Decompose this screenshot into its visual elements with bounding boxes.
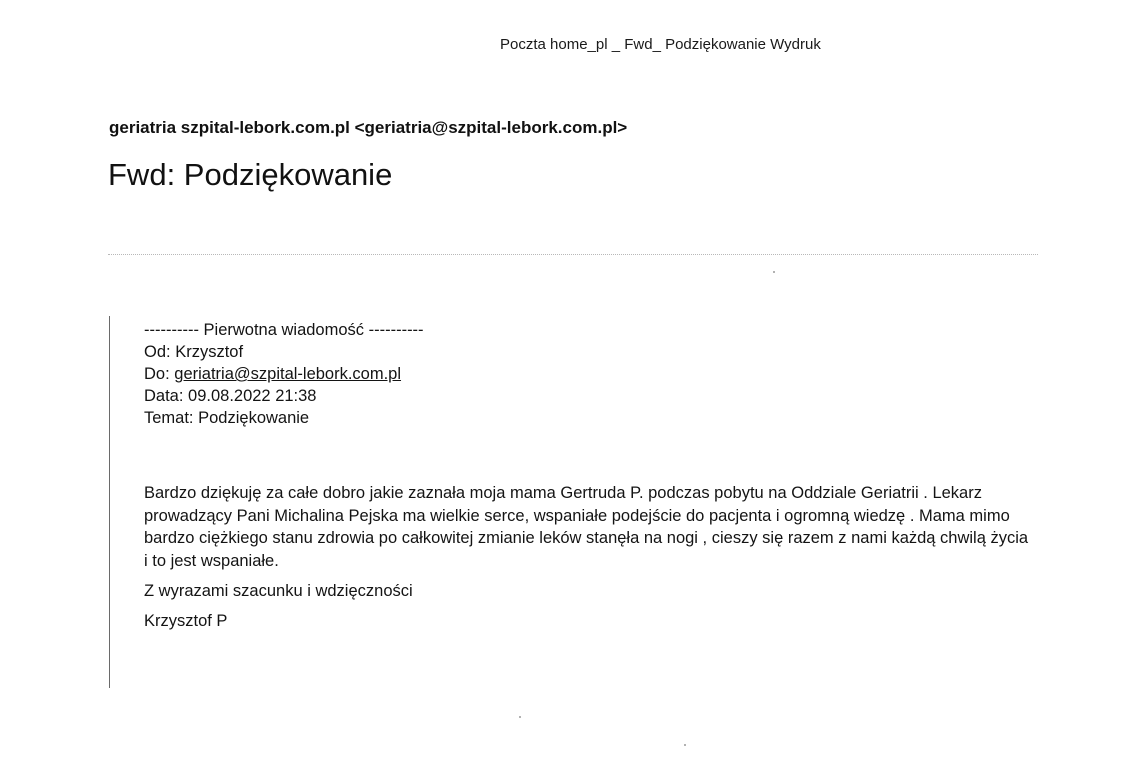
forwarded-separator: ---------- Pierwotna wiadomość ---------- (144, 321, 424, 339)
closing-line: Z wyrazami szacunku i wdzięczności (144, 582, 413, 600)
print-header: Poczta home_pl _ Fwd_ Podziękowanie Wydruk (500, 36, 821, 53)
date-label: Data: (144, 387, 184, 405)
date-value: 09.08.2022 21:38 (188, 387, 317, 405)
scan-speck (519, 716, 521, 718)
scan-speck (684, 744, 686, 746)
from-line (144, 341, 1044, 363)
topic-line (144, 407, 1044, 429)
quote-bar (109, 316, 110, 688)
from-value: Krzysztof (175, 343, 244, 361)
topic-label: Temat: (144, 409, 194, 427)
topic-value: Podziękowanie (198, 409, 310, 427)
to-email-link[interactable]: geriatria@szpital-lebork.com.pl (174, 365, 402, 383)
to-label: Do: (144, 365, 170, 383)
scan-speck (773, 271, 775, 273)
message-body: Bardzo dziękuję za całe dobro jakie zaznała moja mama Gertruda P. podczas pobytu na Oddziale Geriatrii . Lekarz prowadzący Pani Michalina Pejska ma wielkie serce, wspaniałe podejście do pacjenta i ogromną wiedzę . Mama mimo bardzo ciężkiego stanu zdrowia po całkowitej zmianie leków stanęła na nogi , cieszy się razem z nami każdą chwilą życia i to jest wspaniałe. (144, 484, 1029, 570)
from-label: Od: (144, 343, 171, 361)
message-subject: Fwd: Podziękowanie (108, 157, 393, 192)
to-line (144, 363, 1044, 385)
signature: Krzysztof P (144, 612, 228, 630)
date-line (144, 385, 1044, 407)
header-divider (108, 254, 1038, 255)
sender-address: geriatria szpital-lebork.com.pl <geriatria@szpital-lebork.com.pl> (109, 118, 628, 137)
forwarded-message (144, 319, 1044, 632)
